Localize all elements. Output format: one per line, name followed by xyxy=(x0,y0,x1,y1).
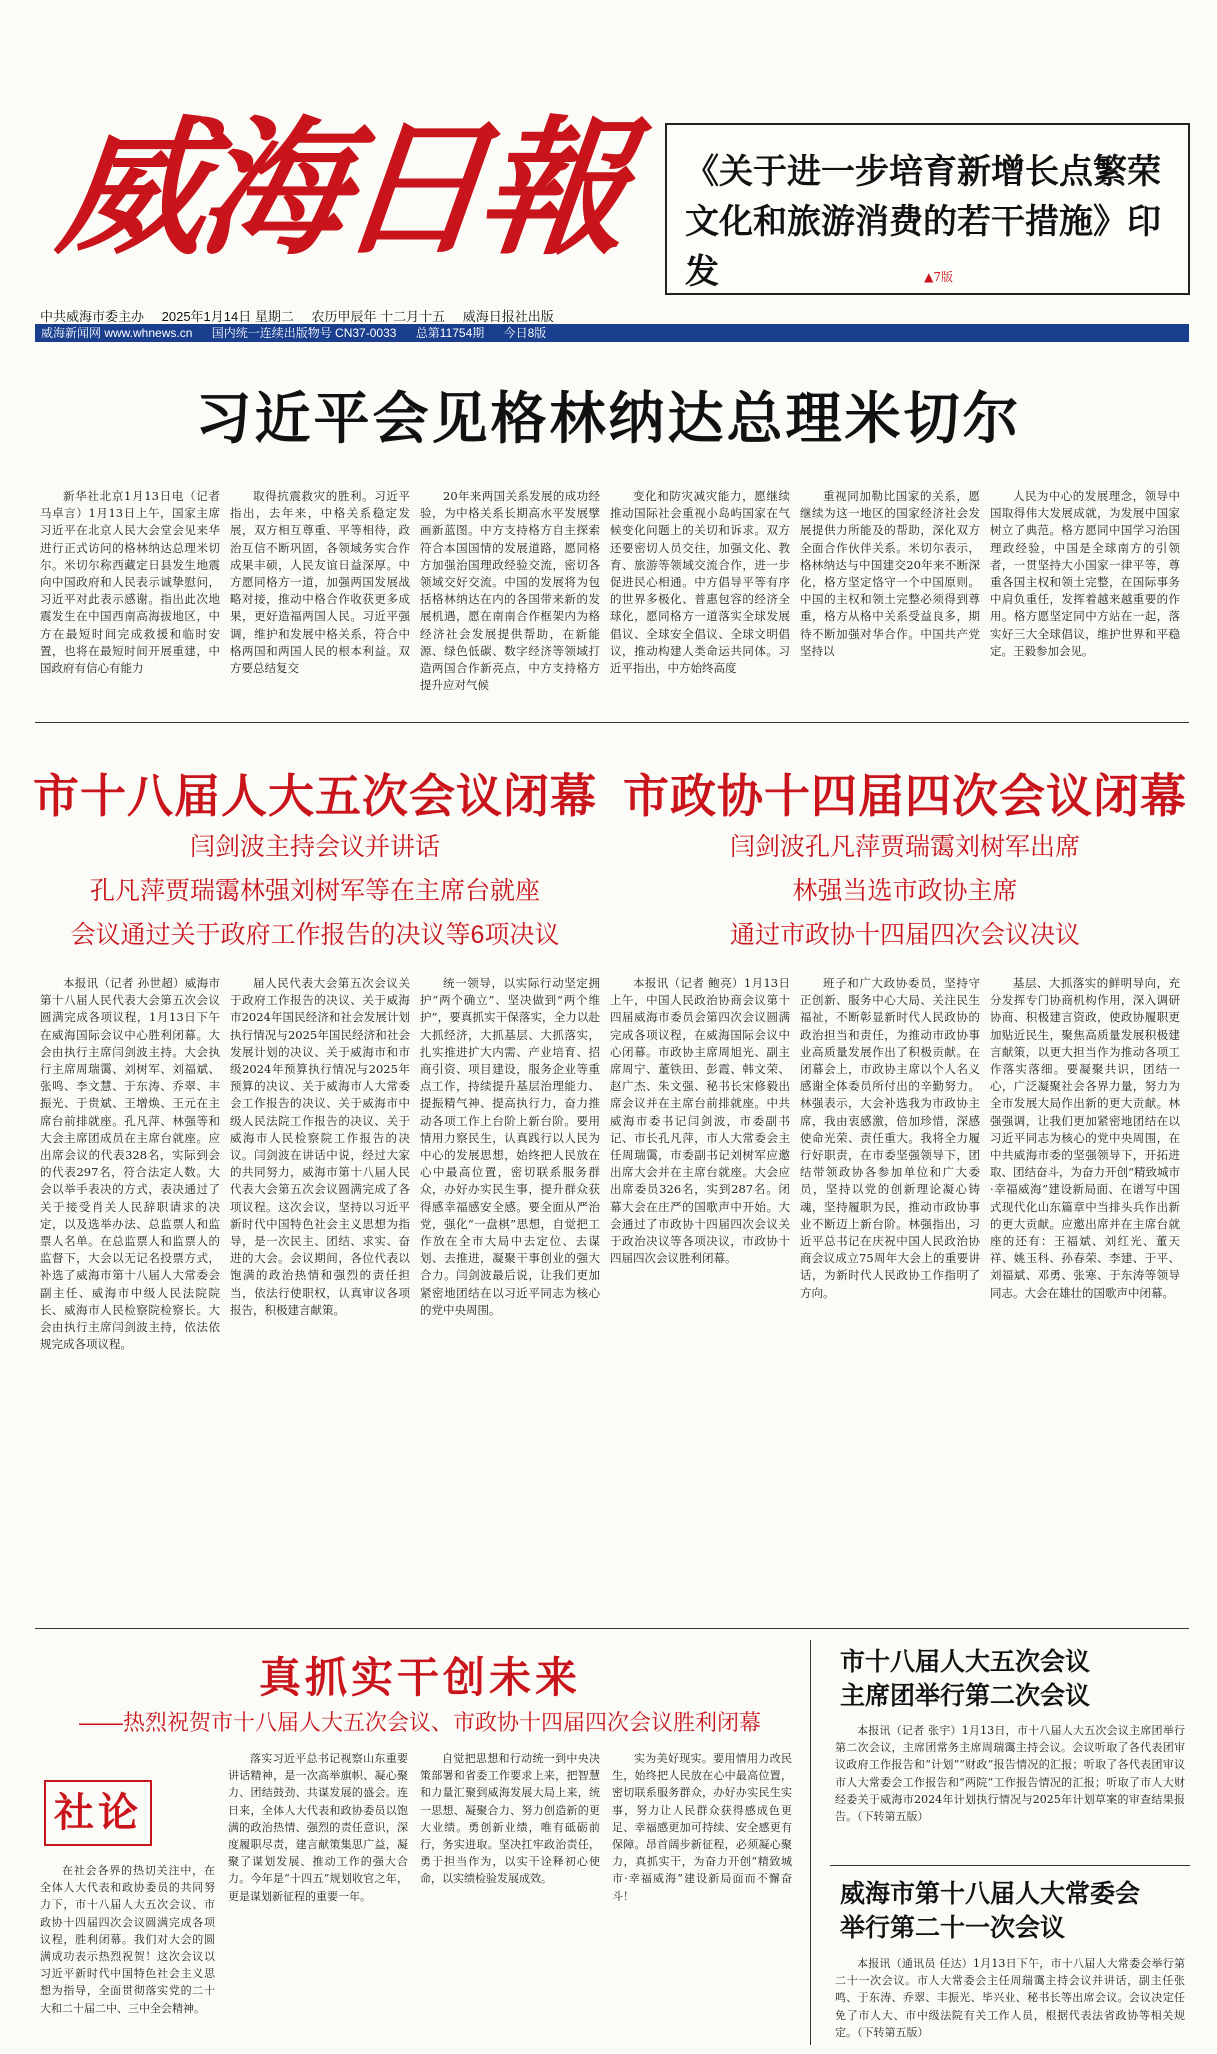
cppcc-paragraph: 本报讯（记者 鲍亮）1月13日上午，中国人民政治协商会议第十四届威海市委员会第四次会议圆满完成各项议程，在威海国际会议中心闭幕。市政协主席周旭光、副主席周宁、董铁田、彭霞、韩文荣、赵广杰、朱文强、秘书长宋修毅出席会议并在主席台前排就座。中共威海市委书记闫剑波，市委副书记、市长孔凡萍，市人大常委会主任周瑞霭，市委副书记刘树军应邀出席大会并在主席台就座。大会应出席委员326名，实到287名。闭幕大会在庄严的国歌声中开始。大会通过了市政协十四届四次会议关于政治决议等各项决议，市政协十四届四次会议胜利闭幕。 xyxy=(610,976,790,1266)
side-story-2-title-line: 威海市第十八届人大常委会 xyxy=(840,1880,1141,1908)
side-story-2-title[interactable] xyxy=(840,1877,1185,1945)
npc-paragraph: 统一领导，以实际行动坚定拥护“两个确立”、坚决做到“两个维护”，要真抓实干保落实，全力以赴大抓经济，大抓基层、大抓落实，扎实推进扩大内需、产业培育、招商引资、项目建设，服务企业等重点工作，持续提升基层治理能力、提振精气神、提高执行力，奋力推动各项工作上台阶上新台阶。要用情用力察民生，认真践行以人民为中心的发展思想，始终把人民放在心中最高位置，密切联系服务群众，办好办实民生事，提升群众获得感幸福感安全感。要全面从严治党，强化“一盘棋”思想，自觉把工作放在全市大局中去定位、去谋划、去推进，凝聚干事创业的强大合力。闫剑波最后说，让我们更加紧密地团结在以习近平同志为核心的党中央周围。 xyxy=(420,976,600,1317)
lead-column-4 xyxy=(610,488,790,703)
side-story-1-title[interactable] xyxy=(840,1645,1185,1713)
cppcc-subheadline-1: 闫剑波孔凡萍贾瑞霭刘树军出席 xyxy=(729,833,1080,861)
lunar-date: 农历甲辰年 十二月十五 xyxy=(311,309,446,324)
side-story-2-title-line: 举行第二十一次会议 xyxy=(840,1914,1066,1942)
editorial-column-1 xyxy=(40,1862,215,2042)
editorial-column-3 xyxy=(420,1750,600,2042)
top-story-headline[interactable]: 《关于进一步培育新增长点繁荣文化和旅游消费的若干措施》印发 xyxy=(685,152,1161,292)
info-bar xyxy=(35,324,1189,342)
dateline xyxy=(40,306,568,325)
section-divider xyxy=(35,1628,1189,1629)
side-story-1-title-line: 主席团举行第二次会议 xyxy=(840,1682,1091,1710)
side-divider xyxy=(830,1865,1190,1866)
top-story-box[interactable] xyxy=(665,123,1190,295)
cppcc-column-1 xyxy=(610,975,790,1615)
editorial-column-2 xyxy=(228,1750,408,2042)
npc-column-3 xyxy=(420,975,600,1615)
website-link[interactable]: 威海新闻网 www.whnews.cn xyxy=(41,326,193,340)
npc-subheadline-1: 闫剑波主持会议并讲话 xyxy=(189,833,440,861)
npc-paragraph: 届人民代表大会第五次会议关于政府工作报告的决议、关于威海市2024年国民经济和社会发展计划执行情况与2025年国民经济和社会发展计划的决议、关于威海市和市级2024年预算执行情况与2025年预算的决议、关于威海市人大常委会工作报告的决议、关于威海市中级人民法院工作报告的决议、关于威海市人民检察院工作报告的决议。闫剑波在讲话中说，经过大家的共同努力，威海市第十八届人民代表大会第五次会议圆满完成了各项议程。这次会议，坚持以习近平新时代中国特色社会主义思想为指导，是一次民主、团结、求实、奋进的大会。会议期间，各位代表以饱满的政治热情和强烈的责任担当，依法行使职权，认真审议各项报告，积极建言献策。 xyxy=(230,976,410,1317)
editorial-paragraph: 在社会各界的热切关注中，在全体人大代表和政协委员的共同努力下，市十八届人大五次会议、市政协十四届四次会议圆满完成各项议程，胜利闭幕。我们对大会的圆满成功表示热烈祝贺！这次会议以习近平新时代中国特色社会主义思想为指导，全面贯彻落实党的二十大和二十届二中、三中全会精神。 xyxy=(40,1864,215,2015)
editorial-column-4 xyxy=(612,1750,792,2042)
lead-paragraph: 变化和防灾减灾能力，愿继续推动国际社会重视小岛屿国家在气候变化问题上的关切和诉求。双方还要密切人员交往，加强文化、教育、旅游等领域交流合作，进一步促进民心相通。中方倡导平等有序的世界多极化、普惠包容的经济全球化，愿同格方一道落实全球发展倡议、全球安全倡议、全球文明倡议，推动构建人类命运共同体。习近平指出，中方始终高度 xyxy=(610,489,790,676)
side-story-1-title-line: 市十八届人大五次会议 xyxy=(840,1648,1091,1676)
npc-paragraph: 本报讯（记者 孙世超）威海市第十八届人民代表大会第五次会议圆满完成各项议程，1月13日下午在威海国际会议中心胜利闭幕。大会由执行主席闫剑波主持。大会执行主席周瑞霭、刘树军、刘福斌、张鸣、李文慧、于东涛、乔翠、丰振光、于贵斌、王增焕、王元在主席台前排就座。孔凡萍、林强等和大会主席团成员在主席台就座。应出席会议的代表328名，实际到会的代表297名，符合法定人数。大会以举手表决的方式，表决通过了关于接受肖关人民辞职请求的决定，以及选举办法、总监票人和监票人名单。在总监票人和监票人的监督下，大会以无记名投票方式，补选了威海市第十八届人大常委会副主任、威海市中级人民法院院长、威海市人民检察院检察长。大会由执行主席闫剑波主持，依法依规完成各项议程。 xyxy=(40,976,220,1352)
cppcc-paragraph: 基层、大抓落实的鲜明导向，充分发挥专门协商机构作用，深入调研协商、积极建言资政，使政协履职更加贴近民生，聚焦高质量发展积极建言献策，以更大担当作为推动各项工作落实落细。要凝聚共识，团结一心，广泛凝聚社会各界力量，努力为全市发展大局作出新的更大贡献。林强强调，让我们更加紧密地团结在以习近平同志为核心的党中央周围，在中共威海市委的坚强领导下，开拓进取、团结奋斗，为奋力开创“精致城市·幸福威海”建设新局面、在谱写中国式现代化山东篇章中当排头兵作出新的更大贡献。应邀出席并在主席台就座的还有：王福斌、刘红光、董天祥、姚玉科、孙春荣、李建、于平、刘福斌、邓勇、张寒、于东涛等领导同志。大会在雄壮的国歌声中闭幕。 xyxy=(990,976,1180,1300)
cppcc-headline[interactable]: 市政协十四届四次会议闭幕 xyxy=(623,769,1187,823)
cppcc-column-2 xyxy=(800,975,980,1615)
lead-column-3 xyxy=(420,488,600,703)
lead-column-6 xyxy=(990,488,1180,703)
lead-column-1 xyxy=(40,488,220,703)
side-story-2-text xyxy=(835,1955,1185,2045)
column-divider xyxy=(810,1640,811,2045)
editorial-paragraph: 自觉把思想和行动统一到中央决策部署和省委工作要求上来，把智慧和力量汇聚到威海发展大局上来，统一思想、凝聚合力、努力创造新的更大业绩。勇创新业绩，唯有砥砺前行，务实进取。坚决扛牢政治责任，勇于担当作为，以实干诠释初心使命，以实绩检验发展成效。 xyxy=(420,1752,600,1886)
lead-paragraph: 20年来两国关系发展的成功经验，为中格关系长期高水平发展擘画新蓝图。中方支持格方自主探索符合本国国情的发展道路，愿同格方加强治国理政经验交流，密切各领域交好交流。中国的发展将为包括格林纳达在内的各国带来新的发展机遇，愿在南南合作框架内为格经济社会发展提供帮助，在新能源、绿色低碳、数字经济等领域打造两国合作新亮点，中方支持格方提升应对气候 xyxy=(420,489,600,693)
press-name: 威海日报社出版 xyxy=(462,309,554,324)
editorial-subtitle: ——热烈祝贺市十八届人大五次会议、市政协十四届四次会议胜利闭幕 xyxy=(78,1710,761,1735)
npc-headline[interactable]: 市十八届人大五次会议闭幕 xyxy=(33,769,597,823)
issue-number: 总第11754期 xyxy=(415,326,485,340)
cppcc-column-3 xyxy=(990,975,1180,1615)
page-count: 今日8版 xyxy=(503,326,547,340)
top-story-page-ref[interactable]: ▲7版 xyxy=(924,270,953,284)
cppcc-subheadline-2: 林强当选市政协主席 xyxy=(792,877,1018,905)
editorial-headline[interactable]: 真抓实干创未来 xyxy=(258,1653,581,1702)
npc-column-2 xyxy=(230,975,410,1615)
cppcc-subheadline-3: 通过市政协十四届四次会议决议 xyxy=(729,921,1080,949)
editorial-paragraph: 实为美好现实。要用情用力改民生，始终把人民放在心中最高位置，密切联系服务群众，办好办实民生实事，努力让人民群众获得感成色更足、幸福感更加可持续、安全感更有保障。昂首阔步新征程，必须凝心聚力，真抓实干，为奋力开创“精致城市·幸福威海”建设新局面而不懈奋斗！ xyxy=(612,1752,792,1903)
cppcc-paragraph: 班子和广大政协委员，坚持守正创新、服务中心大局、关注民生福祉，不断彰显新时代人民政协的政治担当和责任，为推动市政协事业高质量发展作出了积极贡献。在闭幕会上，市政协主席以个人名义感谢全体委员所付出的辛勤努力。林强表示，大会补选我为市政协主席，我由衷感激，倍加珍惜，深感使命光荣、责任重大。我将全力履行好职责，在市委坚强领导下，团结带领政协各参加单位和广大委员，坚持以党的创新理论凝心铸魂，坚持履职为民，推动市政协事业不断迈上新台阶。林强指出，习近平总书记在庆祝中国人民政治协商会议成立75周年大会上的重要讲话，为新时代人民政协工作指明了方向。 xyxy=(800,976,980,1300)
npc-column-1 xyxy=(40,975,220,1615)
lead-paragraph: 取得抗震救灾的胜利。习近平指出，去年来，中格关系稳定发展，双方相互尊重、平等相待，政治互信不断巩固，各领域务实合作成果丰硕，人民友谊日益深厚。中方愿同格方一道，加强两国发展战略对接，推动中格合作收获更多成果，更好造福两国人民。习近平强调，维护和发展中格关系，符合中格两国和两国人民的根本利益。双方要总结复交 xyxy=(230,489,410,676)
newspaper-logo: 威海日報 xyxy=(50,101,630,275)
editorial-paragraph: 落实习近平总书记视察山东重要讲话精神，是一次高举旗帜、凝心聚力、团结鼓劲、共谋发展的盛会。连日来，全体人大代表和政协委员以饱满的政治热情、强烈的责任意识，深度履职尽责，建言献策集思广益，凝聚了谋划发展、推动工作的强大合力。今年是“十四五”规划收官之年，更是谋划新征程的重要一年。 xyxy=(228,1752,408,1903)
lead-column-2 xyxy=(230,488,410,703)
lead-paragraph: 新华社北京1月13日电（记者 马卓言）1月13日上午，国家主席习近平在北京人民大会堂会见来华进行正式访问的格林纳达总理米切尔。米切尔称西藏定日县发生地震向中国政府和人民表示诚挚慰问，习近平对此表示感谢。指出此次地震发生在中国西南高海拔地区，中方在最短时间完成救援和临时安置，也将在最短时间开展重建，中国政府有信心有能力 xyxy=(40,489,220,676)
editorial-badge: 社论 xyxy=(44,1780,152,1846)
side-story-1-paragraph: 本报讯（记者 张宇）1月13日，市十八届人大五次会议主席团举行第二次会议，主席团常务主席周瑞霭主持会议。会议听取了各代表团审议政府工作报告和“计划”“财政”报告情况的汇报；听取了各代表团审议市人大常委会工作报告和“两院”工作报告情况的汇报；听取了市人大财经委关于威海市2024年计划执行情况与2025年计划草案的审查结果报告。（下转第五版） xyxy=(835,1724,1185,1824)
npc-subheadline-2: 孔凡萍贾瑞霭林强刘树军等在主席台就座 xyxy=(89,877,540,905)
side-story-2-paragraph: 本报讯（通讯员 任达）1月13日下午，市十八届人大常委会举行第二十一次会议。市人大常委会主任周瑞霭主持会议并讲话，副主任张鸣、于东涛、乔翠、丰振光、毕兴业、秘书长等出席会议。会议决定任免了市人大、市中级法院有关工作人员，根据代表法省政协等相关规定。（下转第五版） xyxy=(835,1957,1185,2039)
cn-number: 国内统一连续出版物号 CN37-0033 xyxy=(211,326,397,340)
lead-headline[interactable]: 习近平会见格林纳达总理米切尔 xyxy=(195,387,1022,450)
issue-date: 2025年1月14日 星期二 xyxy=(161,309,294,324)
lead-paragraph: 人民为中心的发展理念，领导中国取得伟大发展成就，为发展中国家树立了典范。格方愿同中国学习治国理政经验，中国是全球南方的引领者，一贯坚持大小国家一律平等，尊重各国主权和领土完整，在国际事务中肩负重任，发挥着越来越重要的作用。格方愿坚定同中方站在一起，落实好三大全球倡议，维护世界和平稳定。王毅参加会见。 xyxy=(990,489,1180,658)
lead-paragraph: 重视同加勒比国家的关系，愿继续为这一地区的国家经济社会发展提供力所能及的帮助，深化双方全面合作伙伴关系。米切尔表示，格林纳达与中国建交20年来不断深化，格方坚定恪守一个中国原则。中国的主权和领土完整必须得到尊重，格方从格中关系受益良多，期待不断加强对华合作。中国共产党坚持以 xyxy=(800,489,980,658)
side-story-1-text xyxy=(835,1722,1185,1857)
publisher: 中共威海市委主办 xyxy=(40,309,145,324)
section-divider xyxy=(35,722,1189,723)
lead-column-5 xyxy=(800,488,980,703)
npc-subheadline-3: 会议通过关于政府工作报告的决议等6项决议 xyxy=(70,921,560,949)
